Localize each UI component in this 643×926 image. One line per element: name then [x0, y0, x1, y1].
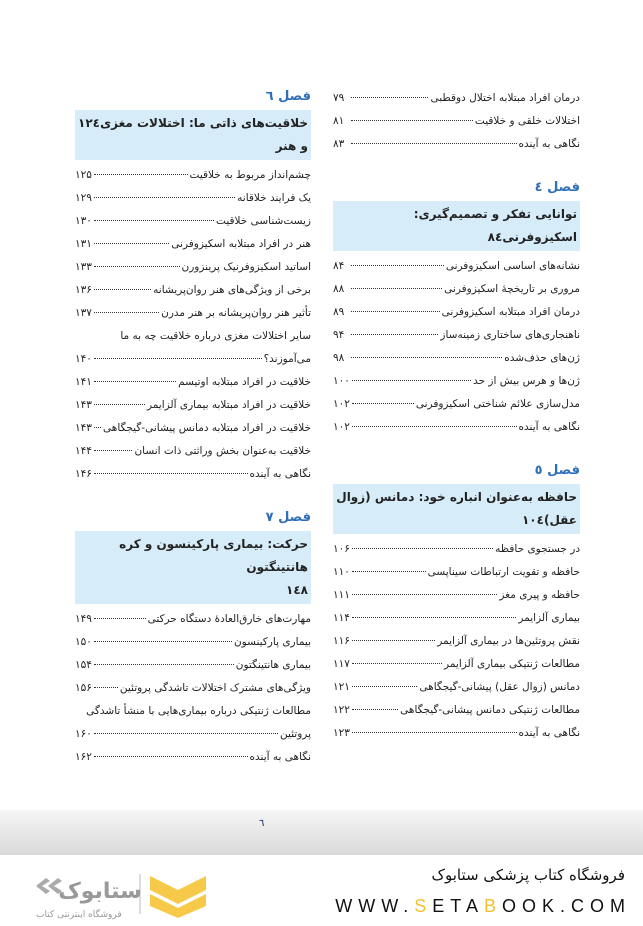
toc-entry[interactable] [333, 416, 580, 439]
toc-entry-title: نشانه‌های اساسی اسکیزوفرنی [445, 260, 580, 272]
toc-entry-title: خلاقیت به‌عنوان بخش وراثتی ذات انسان [134, 445, 311, 457]
toc-entry-page: ۱۴۳ [75, 399, 92, 411]
toc-entry-title: ژن‌ها و هرس بیش از حد [473, 375, 580, 387]
toc-entry-title: نگاهی به آینده [518, 138, 580, 150]
toc-entry-title: ویژگی‌های مشترک اختلالات تاشدگی پروتئین [119, 682, 311, 694]
dot-leader [94, 756, 248, 757]
toc-entry[interactable] [333, 87, 580, 110]
chapter-title-line [336, 226, 577, 249]
toc-entry-title: می‌آموزند؟ [263, 353, 311, 365]
toc-entry[interactable] [75, 654, 311, 677]
dot-leader [352, 709, 398, 710]
toc-entry-page: ۱۱۷ [333, 658, 350, 670]
toc-entry[interactable] [333, 110, 580, 133]
dot-leader [94, 404, 145, 405]
dot-leader [351, 357, 502, 358]
toc-entry-title: خلاقیت در افراد مبتلابه بیماری آلزایمر [146, 399, 311, 411]
toc-entry[interactable] [333, 347, 580, 370]
chapter-title-line [336, 486, 577, 509]
toc-entry-page: ۱۲۲ [333, 704, 350, 716]
chapter-label: فصل ٧ [265, 510, 311, 525]
toc-entry-page: ۸۴ [333, 260, 345, 272]
toc-entry-page: ۱۴۰ [75, 353, 92, 365]
toc-entry-page: ۱۴۶ [75, 468, 92, 480]
dot-leader [94, 664, 234, 665]
dot-leader [94, 266, 180, 267]
toc-entry[interactable] [333, 370, 580, 393]
chapter-title-box[interactable] [75, 110, 311, 160]
toc-entry-title: زیست‌شناسی خلاقیت [216, 215, 311, 227]
dot-leader [352, 380, 471, 381]
toc-entry-title: مطالعات ژنتیکی بیماری آلزایمر [444, 658, 580, 670]
toc-entry-page: ۱۰۶ [333, 543, 350, 555]
toc-entry-page: ۱۵۴ [75, 659, 92, 671]
dot-leader [352, 732, 517, 733]
toc-entry-title: اختلالات خلقی و خلاقیت [474, 115, 580, 127]
shop-url[interactable]: WWW.SETABOOK.COM [335, 896, 631, 916]
dot-leader [94, 220, 214, 221]
toc-entry-title: در جستجوی حافظه [495, 543, 580, 555]
shop-name: فروشگاه کتاب پزشکی ستابوک [431, 866, 625, 884]
chapter-title-line [336, 203, 577, 226]
dot-leader [351, 97, 428, 98]
toc-entry-page: ۸۸ [333, 283, 345, 295]
dot-leader [351, 311, 440, 312]
section-gap [75, 486, 311, 508]
dot-leader [94, 197, 235, 198]
toc-entry[interactable] [333, 630, 580, 653]
toc-entry-title: بیماری آلزایمر [518, 612, 580, 624]
chapter-title-line [78, 579, 308, 602]
toc-entry-title: درمان افراد مبتلابه اسکیزوفرنی [441, 306, 580, 318]
toc-entry-title: مدل‌سازی علائم شناختی اسکیزوفرنی [415, 398, 580, 410]
toc-entry[interactable] [75, 256, 311, 279]
toc-entry-page: ۹۴ [333, 329, 345, 341]
toc-entry-page: ۱۴۱ [75, 376, 92, 388]
chapter-title-text: خلاقیت‌های ذاتی ما: اختلالات مغزی و هنر [100, 116, 308, 153]
toc-entry[interactable] [75, 394, 311, 417]
toc-entry-title: نگاهی به آینده [249, 468, 311, 480]
chapter-page: ٨٤ [487, 230, 503, 244]
dot-leader [351, 143, 517, 144]
dot-leader [94, 450, 133, 451]
toc-entry[interactable] [75, 233, 311, 256]
chapter-title-line [78, 533, 308, 579]
dot-leader [94, 473, 248, 474]
toc-entry-title: بیماری هانتینگتون [235, 659, 311, 671]
chapter-title-box[interactable] [75, 531, 311, 604]
toc-entry[interactable] [75, 723, 311, 746]
toc-entry-title: یک فرایند خلاقانه [237, 192, 311, 204]
toc-entry-page: ۱۳۷ [75, 307, 92, 319]
toc-entry-title: مطالعات ژنتیکی دمانس پیشانی-گیجگاهی [400, 704, 580, 716]
toc-entry[interactable] [75, 187, 311, 210]
toc-entry-title: هنر در افراد مبتلابه اسکیزوفرنی [171, 238, 311, 250]
toc-entry-page: ۱۳۳ [75, 261, 92, 273]
toc-entry-line[interactable]: مطالعات ژنتیکی درباره بیماری‌هایی با منشأ تاشدگی [86, 705, 311, 717]
dot-leader [351, 120, 473, 121]
toc-entry-page: ۱۵۶ [75, 682, 92, 694]
toc-entry[interactable] [333, 722, 580, 745]
toc-entry-title: نگاهی به آینده [249, 751, 311, 763]
toc-entry-page: ۱۱۴ [333, 612, 350, 624]
logo-subtitle: فروشگاه اینترنتی کتاب [36, 910, 122, 920]
toc-entry[interactable] [333, 676, 580, 699]
toc-entry-page: ۱۴۴ [75, 445, 92, 457]
toc-entry[interactable] [333, 324, 580, 347]
toc-entry-title: چشم‌انداز مربوط به خلاقیت [189, 169, 311, 181]
dot-leader [352, 617, 516, 618]
toc-entry-title: نقش پروتئین‌ها در بیماری آلزایمر [437, 635, 580, 647]
dot-leader [94, 427, 101, 428]
toc-entry-title: خلاقیت در افراد مبتلابه دمانس پیشانی-گیجگاهی [103, 422, 311, 434]
toc-entry[interactable] [333, 699, 580, 722]
dot-leader [352, 594, 497, 595]
dot-leader [94, 618, 146, 619]
toc-entry[interactable] [75, 302, 311, 325]
toc-right-column [333, 87, 580, 745]
toc-entry[interactable] [333, 301, 580, 324]
chapter-title-text: اسکیزوفرنی [502, 230, 577, 244]
chapter-page: ١٢٤ [78, 116, 100, 130]
toc-entry-page: ۱۲۳ [333, 727, 350, 739]
dot-leader [94, 289, 151, 290]
toc-entry-title: درمان افراد مبتلابه اختلال دوقطبی [430, 92, 580, 104]
chapter-title-text: حافظه به‌عنوان انباره خود: دمانس (زوال [336, 490, 577, 504]
dot-leader [352, 548, 493, 549]
toc-entry-page: ۱۲۱ [333, 681, 350, 693]
logo-text: ستابوک [58, 879, 142, 904]
toc-entry-title: نگاهی به آینده [518, 421, 580, 433]
toc-entry[interactable] [333, 607, 580, 630]
section-gap [333, 439, 580, 461]
toc-entry-page: ۱۱۶ [333, 635, 350, 647]
toc-entry-title: حافظه و پیری مغز [499, 589, 580, 601]
dot-leader [94, 381, 176, 382]
toc-entry-title: تأثیر هنر روان‌پریشانه بر هنر مدرن [161, 307, 311, 319]
toc-entry[interactable] [75, 463, 311, 486]
chapter-label: فصل ٤ [534, 180, 580, 195]
toc-entry[interactable] [333, 538, 580, 561]
toc-entry[interactable] [333, 278, 580, 301]
toc-entry-page: ۱۱۱ [333, 589, 350, 601]
toc-entry[interactable] [75, 746, 311, 769]
toc-entry[interactable] [75, 371, 311, 394]
toc-entry-page: ۸۳ [333, 138, 345, 150]
chapter-title-box[interactable] [333, 484, 580, 534]
dot-leader [94, 243, 169, 244]
toc-entry-page: ۱۴۳ [75, 422, 92, 434]
chapter-title-text: حرکت: بیماری پارکینسون و کره هانتینگتون [119, 537, 308, 574]
dot-leader [352, 640, 435, 641]
toc-entry-page: ۱۴۹ [75, 613, 92, 625]
toc-entry-title: مهارت‌های خارق‌العادهٔ دستگاه حرکتی [147, 613, 311, 625]
dot-leader [352, 571, 426, 572]
toc-entry-title: حافظه و تقویت ارتباطات سیناپسی [427, 566, 580, 578]
toc-entry[interactable] [75, 210, 311, 233]
toc-entry-page: ۱۰۰ [333, 375, 350, 387]
toc-entry-page: ۱۶۲ [75, 751, 92, 763]
toc-entry-page: ۸۹ [333, 306, 345, 318]
toc-entry-page: ۸۱ [333, 115, 345, 127]
toc-entry-title: نگاهی به آینده [518, 727, 580, 739]
toc-entry-page: ۱۰۲ [333, 421, 350, 433]
toc-entry-page: ۱۲۹ [75, 192, 92, 204]
toc-entry[interactable] [75, 417, 311, 440]
toc-entry[interactable] [333, 561, 580, 584]
dot-leader [351, 334, 438, 335]
toc-entry-page: ۷۹ [333, 92, 345, 104]
toc-entry-page: ۱۰۲ [333, 398, 350, 410]
chapter-title-text: عقل) [543, 513, 577, 527]
toc-entry-page: ۱۳۶ [75, 284, 92, 296]
toc-entry-page: ۹۸ [333, 352, 345, 364]
toc-entry-page: ۱۶۰ [75, 728, 92, 740]
dot-leader [351, 265, 444, 266]
toc-entry-page: ۱۲۵ [75, 169, 92, 181]
toc-left-column [75, 87, 311, 769]
chapter-page: ١٠٤ [521, 513, 544, 527]
toc-entry-title: مروری بر تاریخچهٔ اسکیزوفرنی [444, 283, 580, 295]
toc-entry-title: ناهنجاری‌های ساختاری زمینه‌ساز [440, 329, 580, 341]
toc-entry[interactable] [75, 348, 311, 371]
toc-entry-title: اساتید اسکیزوفرنیک پرینزورن [181, 261, 311, 273]
toc-entry-title: دمانس (زوال عقل) پیشانی-گیجگاهی [419, 681, 580, 693]
dot-leader [94, 358, 262, 359]
chapter-title-line [336, 509, 577, 532]
dot-leader [94, 312, 159, 313]
dot-leader [352, 663, 442, 664]
chapter-label: فصل ٥ [534, 463, 580, 478]
toc-entry[interactable] [75, 677, 311, 700]
toc-entry-page: ۱۵۰ [75, 636, 92, 648]
toc-entry[interactable] [75, 631, 311, 654]
toc-entry[interactable] [75, 608, 311, 631]
toc-entry-line[interactable]: سایر اختلالات مغزی درباره خلاقیت چه به ما [120, 330, 311, 342]
page-footer-band [0, 810, 643, 855]
toc-entry-page: ۱۳۱ [75, 238, 92, 250]
toc-entry[interactable] [333, 255, 580, 278]
dot-leader [94, 641, 232, 642]
toc-entry[interactable] [333, 133, 580, 156]
dot-leader [351, 288, 442, 289]
toc-entry[interactable] [75, 164, 311, 187]
toc-entry[interactable] [75, 279, 311, 302]
dot-leader [94, 733, 278, 734]
toc-entry[interactable] [75, 440, 311, 463]
chapter-title-box[interactable] [333, 201, 580, 251]
toc-entry[interactable] [333, 393, 580, 416]
page-number: ٦ [259, 818, 265, 829]
chapter-label: فصل ٦ [265, 89, 311, 104]
dot-leader [352, 403, 414, 404]
dot-leader [94, 687, 118, 688]
toc-entry-title: بیماری پارکینسون [233, 636, 311, 648]
toc-entry-page: ۱۱۰ [333, 566, 350, 578]
dot-leader [94, 174, 188, 175]
toc-entry[interactable] [333, 653, 580, 676]
dot-leader [352, 426, 517, 427]
toc-entry-title: خلاقیت در افراد مبتلابه اوتیسم [178, 376, 311, 388]
chapter-title-line [78, 112, 308, 158]
dot-leader [352, 686, 417, 687]
section-gap [333, 156, 580, 178]
toc-entry-page: ۱۳۰ [75, 215, 92, 227]
toc-entry-title: ژن‌های حذف‌شده [504, 352, 580, 364]
toc-entry-title: پروتئین [279, 728, 311, 740]
toc-entry[interactable] [333, 584, 580, 607]
toc-entry-title: برخی از ویژگی‌های هنر روان‌پریشانه [153, 284, 311, 296]
chapter-title-text: توانایی تفکر و تصمیم‌گیری: [413, 207, 577, 221]
chapter-page: ١٤٨ [286, 583, 308, 597]
